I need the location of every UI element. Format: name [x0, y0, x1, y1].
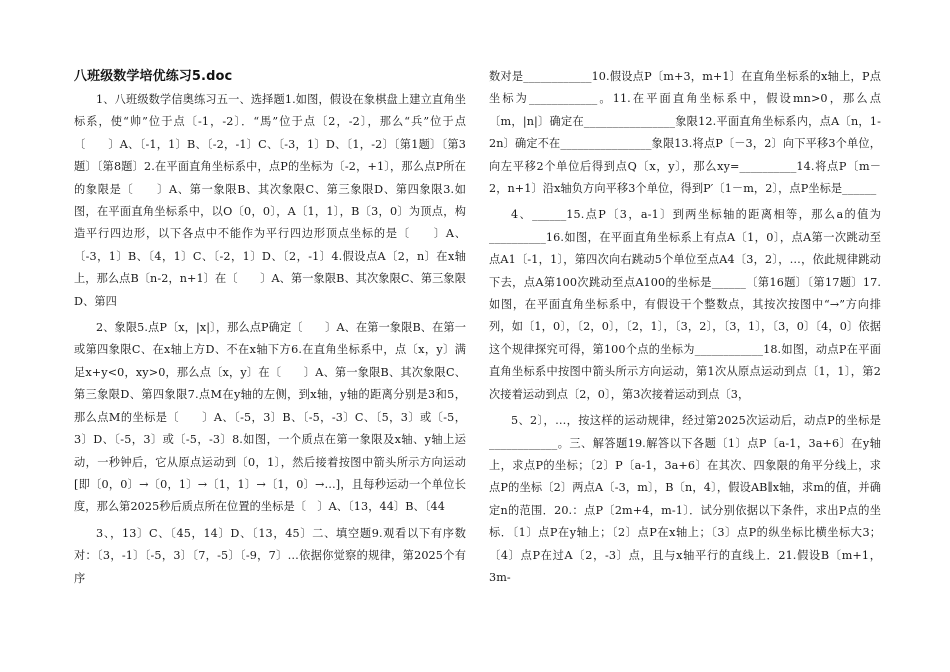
document-title: 八班级数学培优练习5.doc — [74, 69, 233, 84]
paragraph-section-3: 3、，13〕C、〔45，14〕D、〔13，45〕二、填空题9.观看以下有序数对：〔3，-1〕〔-5，3〕〔7，-5〕〔-9，7〕…依据你觉察的规律，第2025个有序 — [74, 526, 466, 585]
paragraph-section-1: 1、八班级数学信奥练习五一、选择题1.如图，假设在象棋盘上建立直角坐标系，使“帅”位于点〔-1，-2〕．“馬”位于点〔2，-2〕，那么“兵”位于点〔 〕A、〔-1，1〕B、〔-2，-1〕C、〔-3，1〕D、〔1，-2〕〔第1题〕〔第3题〕〔第8题〕2.在平面直角坐标系中，点P的坐标为〔-2，+1〕，那么点P所在的象限是〔 〕A、第一象限B、其次象限C、第三象限D、第四象限3.如图，在平面直角坐标系中，以O〔0，0〕，A〔1，1〕，B〔3，0〕为顶点，构造平行四边形，以下各点中不能作为平行四边形顶点坐标的是〔 〕A、〔-3，1〕B、〔4，1〕C、〔-2，1〕D、〔2，-1〕4.假设点A〔2，n〕在x轴上，那么点B〔n-2，n+1〕在〔 〕A、第一象限B、其次象限C、第三象限D、第四 — [74, 93, 466, 308]
left-column — [74, 66, 466, 594]
right-column — [489, 66, 881, 593]
paragraph-section-5: 5、2〕，…，按这样的运动规律，经过第2025次运动后，动点P的坐标是____________。三、解答题19.解答以下各题〔1〕点P〔a-1，3a+6〕在y轴上，求点P的坐标；〔2〕P〔a-1，3a+6〕在其次、四象限的角平分线上，求点P的坐标〔2〕两点A〔-3，m〕，B〔n，4〕，假设AB∥x轴，求m的值，并确定n的范围．20.：点P〔2m+4，m-1〕．试分别依据以下条件，求出P点的坐标．〔1〕点P在y轴上；〔2〕点P在x轴上；〔3〕点P的纵坐标比横坐标大3；〔4〕点P在过A〔2，-3〕点，且与x轴平行的直线上．21.假设B〔m+1，3m- — [489, 414, 881, 584]
paragraph-section-3-continued: 数对是____________10.假设点P〔m+3，m+1〕在直角坐标系的x轴上，P点坐标为____________。11.在平面直角坐标系中，假设mn>0，那么点〔m，|n|〕确定在________________象限12.平面直角坐标系内，点A〔n，1-2n〕确定不在________________象限13.将点P〔－3，2〕向下平移3个单位，向左平移2个单位后得到点Q〔x，y〕，那么xy=__________14.将点P〔m－2，n+1〕沿x轴负方向平移3个单位，得到P′〔1－m，2〕，点P坐标是______ — [489, 70, 881, 196]
paragraph-section-2: 2、象限5.点P〔x，|x|〕，那么点P确定〔 〕A、在第一象限B、在第一或第四象限C、在x轴上方D、不在x轴下方6.在直角坐标系中，点〔x，y〕满足x+y<0，xy>0，那么点〔x，y〕在〔 〕A、第一象限B、其次象限C、第三象限D、第四象限7.点M在y轴的左侧，到x轴，y轴的距离分别是3和5，那么点M的坐标是〔 〕A、〔-5，3〕B、〔-5，-3〕C、〔5，3〕或〔-5，3〕D、〔-5，3〕或〔-5，-3〕8.如图，一个质点在第一象限及x轴、y轴上运动，一秒钟后，它从原点运动到〔0，1〕，然后接着按图中箭头所示方向运动[即〔0，0〕→〔0，1〕→〔1，1〕→〔1，0〕→…]，且每秒运动一个单位长度，那么第2025秒后质点所在位置的坐标是〔 〕A、〔13，44〕B、〔44 — [74, 321, 466, 514]
paragraph-section-4: 4、______15.点P〔3，a-1〕到两坐标轴的距离相等，那么a的值为__________16.如图，在平面直角坐标系上有点A〔1，0〕，点A第一次跳动至点A1〔-1，1〕，第四次向右跳动5个单位至点A4〔3，2〕，…，依此规律跳动下去，点A第100次跳动至点A100的坐标是______〔第16题〕〔第17题〕17.如图，在平面直角坐标系中，有假设干个整数点，其按次按图中“→”方向排列，如〔1，0〕，〔2，0〕，〔2，1〕，〔3，2〕，〔3，1〕，〔3，0〕〔4，0〕依据这个规律探究可得，第100个点的坐标为____________18.如图，动点P在平面直角坐标系中按图中箭头所示方向运动，第1次从原点运动到点〔1，1〕，第2次接着运动到点〔2，0〕，第3次接着运动到点〔3， — [489, 208, 881, 401]
